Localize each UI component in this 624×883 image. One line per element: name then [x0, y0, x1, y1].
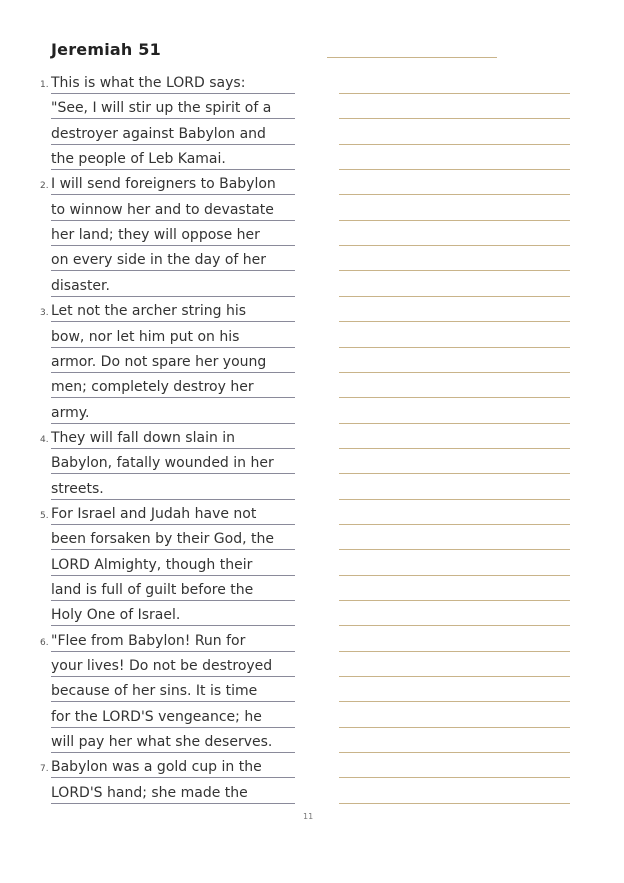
- text-line: [40, 500, 295, 525]
- text-line: [51, 120, 295, 145]
- verse-number: 2.: [40, 181, 49, 192]
- verse-text: They will fall down slain in: [51, 429, 236, 446]
- text-line: [51, 449, 295, 474]
- writing-line: [339, 473, 570, 474]
- verse-text: armor. Do not spare her young: [51, 353, 267, 370]
- text-line: [51, 145, 295, 170]
- writing-line: [339, 448, 570, 449]
- verse-text: on every side in the day of her: [51, 252, 267, 269]
- writing-line: [339, 220, 570, 221]
- writing-line: [339, 727, 570, 728]
- text-line: [40, 627, 295, 652]
- verse-text: been forsaken by their God, the: [51, 531, 274, 548]
- writing-line: [339, 803, 570, 804]
- verse-text: disaster.: [51, 277, 110, 294]
- verse-text: "See, I will stir up the spirit of a: [51, 100, 272, 117]
- verse-text: bow, nor let him put on his: [51, 328, 240, 345]
- verse-number: 7.: [40, 764, 49, 775]
- verse-text: Holy One of Israel.: [51, 607, 181, 624]
- text-line: [51, 677, 295, 702]
- verse-text: the people of Leb Kamai.: [51, 151, 226, 168]
- writing-line: [339, 118, 570, 119]
- verse-text: This is what the LORD says:: [51, 75, 246, 91]
- verse-number: 1.: [40, 80, 49, 90]
- verse-text: for the LORD'S vengeance; he: [51, 708, 262, 725]
- page-number: 11: [303, 812, 314, 821]
- text-line: [51, 323, 295, 348]
- text-line: [51, 576, 295, 601]
- page-title: Jeremiah 51: [51, 40, 161, 59]
- writing-line: [339, 296, 570, 297]
- verse-text: For Israel and Judah have not: [51, 505, 257, 522]
- name-write-line: [327, 57, 497, 58]
- writing-line: [339, 625, 570, 626]
- text-line: [40, 424, 295, 449]
- verse-text: army.: [51, 404, 90, 421]
- writing-line: [339, 270, 570, 271]
- text-line: [51, 399, 295, 424]
- verse-number: 3.: [40, 308, 49, 319]
- writing-line: [339, 701, 570, 702]
- text-line: [51, 348, 295, 373]
- writing-line: [339, 245, 570, 246]
- writing-line: [339, 600, 570, 601]
- verse-text: to winnow her and to devastate: [51, 201, 274, 218]
- writing-line: [339, 549, 570, 550]
- verse-text: will pay her what she deserves.: [51, 734, 273, 751]
- verse-text: LORD'S hand; she made the: [51, 784, 248, 801]
- verse-text: "Flee from Babylon! Run for: [51, 632, 246, 649]
- writing-line: [339, 777, 570, 778]
- text-line: [51, 525, 295, 550]
- verse-text: streets.: [51, 480, 104, 497]
- writing-line: [339, 423, 570, 424]
- text-line: [51, 475, 295, 500]
- verse-text: your lives! Do not be destroyed: [51, 658, 273, 675]
- writing-line: [339, 575, 570, 576]
- writing-line: [339, 676, 570, 677]
- text-line: [51, 221, 295, 246]
- writing-line: [339, 194, 570, 195]
- verse-text: LORD Almighty, though their: [51, 556, 253, 573]
- writing-line: [339, 347, 570, 348]
- writing-line: [339, 93, 570, 94]
- verse-text: her land; they will oppose her: [51, 227, 260, 244]
- writing-line: [339, 372, 570, 373]
- writing-line: [339, 144, 570, 145]
- text-line: [51, 703, 295, 728]
- text-line: [51, 373, 295, 398]
- verse-text: Babylon, fatally wounded in her: [51, 455, 274, 472]
- text-line: [51, 272, 295, 297]
- verse-text: Babylon was a gold cup in the: [51, 759, 262, 776]
- text-line: [51, 94, 295, 119]
- text-line: [51, 196, 295, 221]
- verse-text: I will send foreigners to Babylon: [51, 176, 276, 193]
- text-line: [51, 246, 295, 271]
- verse-text: Let not the archer string his: [51, 303, 247, 320]
- verse-text: land is full of guilt before the: [51, 582, 254, 598]
- text-line: [40, 170, 295, 195]
- text-line: [51, 551, 295, 576]
- verse-number: 5.: [40, 510, 49, 521]
- text-line: [51, 652, 295, 677]
- writing-line: [339, 321, 570, 322]
- text-line: [51, 728, 295, 753]
- writing-line: [339, 524, 570, 525]
- verse-text: because of her sins. It is time: [51, 683, 258, 700]
- writing-line: [339, 499, 570, 500]
- verse-text: men; completely destroy her: [51, 379, 254, 396]
- text-line: [40, 753, 295, 778]
- writing-line: [339, 651, 570, 652]
- verse-number: 4.: [40, 434, 49, 445]
- writing-line: [339, 752, 570, 753]
- verse-text: destroyer against Babylon and: [51, 125, 266, 142]
- text-line: [40, 297, 295, 322]
- verse-number: 6.: [40, 637, 49, 648]
- writing-line: [339, 169, 570, 170]
- text-line: [40, 69, 295, 94]
- writing-line: [339, 397, 570, 398]
- text-line: [51, 779, 295, 804]
- text-line: [51, 601, 295, 626]
